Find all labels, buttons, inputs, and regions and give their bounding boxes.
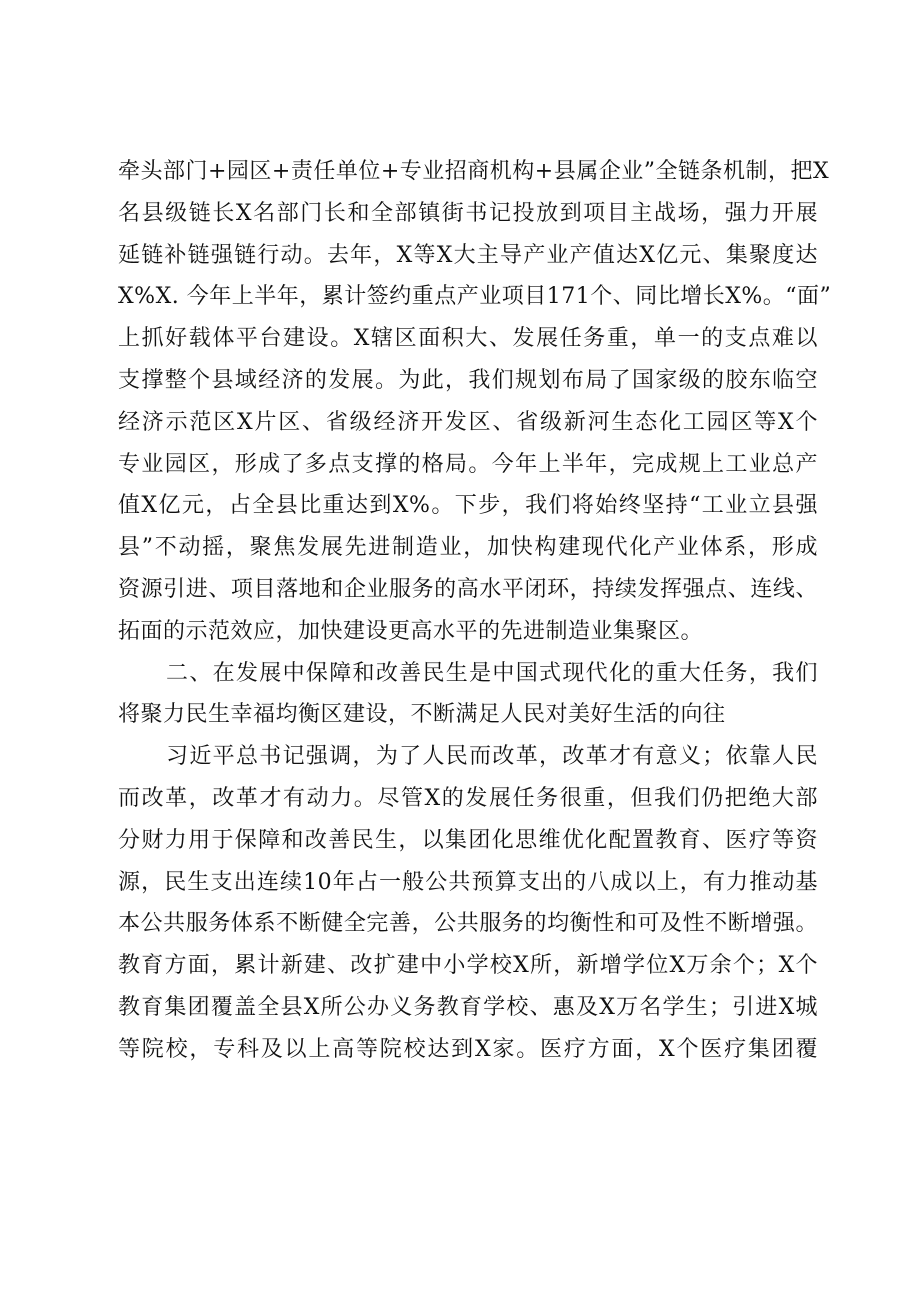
- text-line: 值X亿元，占全县比重达到X%。下步，我们将始终坚持“工业立县强: [118, 493, 818, 519]
- text-line: 资源引进、项目落地和企业服务的高水平闭环，持续发挥强点、连线、: [118, 576, 818, 602]
- text-line: 延链补链强链行动。去年，X等X大主导产业产值达X亿元、集聚度达: [118, 242, 818, 268]
- text-line: 支撑整个县域经济的发展。为此，我们规划布局了国家级的胶东临空: [118, 367, 818, 393]
- text-line: 教育集团覆盖全县X所公办义务教育学校、惠及X万名学生；引进X城: [118, 994, 818, 1020]
- text-line: X%X. 今年上半年，累计签约重点产业项目171个、同比增长X%。“面”: [118, 284, 832, 310]
- text-line: 上抓好载体平台建设。X辖区面积大、发展任务重，单一的支点难以: [118, 326, 818, 352]
- text-line: 习近平总书记强调，为了人民而改革，改革才有意义；依靠人民: [166, 744, 818, 770]
- text-line: 教育方面，累计新建、改扩建中小学校X所，新增学位X万余个；X个: [118, 953, 818, 979]
- text-line: 县”不动摇，聚焦发展先进制造业，加快构建现代化产业体系，形成: [118, 535, 818, 561]
- text-line: 本公共服务体系不断健全完善，公共服务的均衡性和可及性不断增强。: [118, 911, 818, 937]
- text-line: 而改革，改革才有动力。尽管X的发展任务很重，但我们仍把绝大部: [118, 785, 818, 811]
- text-line: 专业园区，形成了多点支撑的格局。今年上半年，完成规上工业总产: [118, 451, 818, 477]
- text-line: 经济示范区X片区、省级经济开发区、省级新河生态化工园区等X个: [118, 409, 818, 435]
- section-heading-line: 将聚力民生幸福均衡区建设，不断满足人民对美好生活的向往: [118, 702, 726, 728]
- text-line: 分财力用于保障和改善民生，以集团化思维优化配置教育、医疗等资: [118, 827, 818, 853]
- document-body: [118, 151, 832, 1071]
- text-line: 拓面的示范效应，加快建设更高水平的先进制造业集聚区。: [118, 618, 704, 644]
- section-heading-line: 二、在发展中保障和改善民生是中国式现代化的重大任务，我们: [166, 660, 818, 686]
- text-line: 名县级链长X名部门长和全部镇街书记投放到项目主战场，强力开展: [118, 200, 818, 226]
- text-line: 等院校，专科及以上高等院校达到X家。医疗方面，X个医疗集团覆: [118, 1036, 818, 1062]
- text-line: 源，民生支出连续10年占一般公共预算支出的八成以上，有力推动基: [118, 869, 818, 895]
- text-line: 牵头部门+园区+责任单位+专业招商机构+县属企业”全链条机制，把X: [118, 159, 830, 184]
